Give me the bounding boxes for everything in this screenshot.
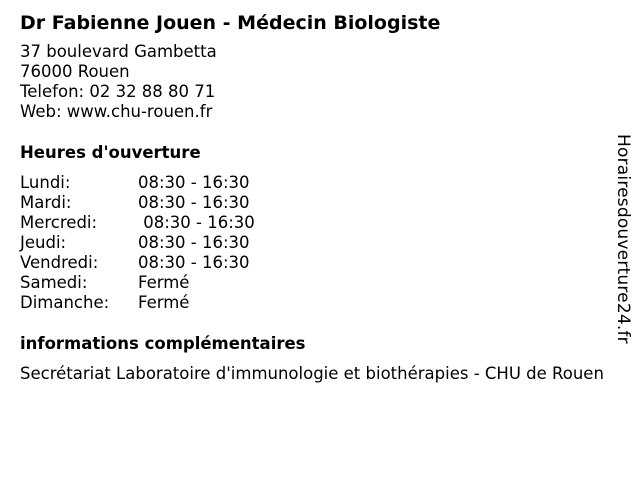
- time-value: 08:30 - 16:30: [138, 253, 250, 272]
- additional-info-heading: informations complémentaires: [20, 334, 306, 353]
- hours-row-wednesday: [20, 213, 610, 233]
- phone-number[interactable]: Telefon: 02 32 88 80 71: [20, 82, 216, 101]
- hours-row-saturday: [20, 273, 610, 293]
- hours-row-thursday: [20, 233, 610, 253]
- opening-hours-heading: Heures d'ouverture: [20, 143, 201, 162]
- day-label: Dimanche:: [20, 293, 110, 312]
- additional-info-text: Secrétariat Laboratoire d'immunologie et biothérapies - CHU de Rouen: [20, 364, 604, 383]
- street-address: 37 boulevard Gambetta: [20, 42, 217, 61]
- hours-row-tuesday: [20, 193, 610, 213]
- brand-watermark: Horairesdouverture24.fr: [613, 134, 633, 344]
- hours-row-monday: [20, 173, 610, 193]
- hours-row-friday: [20, 253, 610, 273]
- address-block: [20, 42, 610, 122]
- time-value: 08:30 - 16:30: [138, 193, 250, 212]
- time-value: Fermé: [138, 293, 190, 312]
- hours-row-sunday: [20, 293, 610, 313]
- time-value: 08:30 - 16:30: [138, 233, 250, 252]
- time-value: 08:30 - 16:30: [138, 213, 255, 232]
- day-label: Lundi:: [20, 173, 71, 192]
- time-value: Fermé: [138, 273, 190, 292]
- page-title: Dr Fabienne Jouen - Médecin Biologiste: [20, 12, 441, 34]
- day-label: Jeudi:: [20, 233, 67, 252]
- listing-card: [20, 10, 610, 384]
- day-label: Mercredi:: [20, 213, 98, 232]
- opening-hours-table: [20, 173, 610, 313]
- website-link[interactable]: Web: www.chu-rouen.fr: [20, 102, 213, 121]
- day-label: Vendredi:: [20, 253, 99, 272]
- day-label: Samedi:: [20, 273, 88, 292]
- time-value: 08:30 - 16:30: [138, 173, 250, 192]
- day-label: Mardi:: [20, 193, 72, 212]
- city-postal: 76000 Rouen: [20, 62, 130, 81]
